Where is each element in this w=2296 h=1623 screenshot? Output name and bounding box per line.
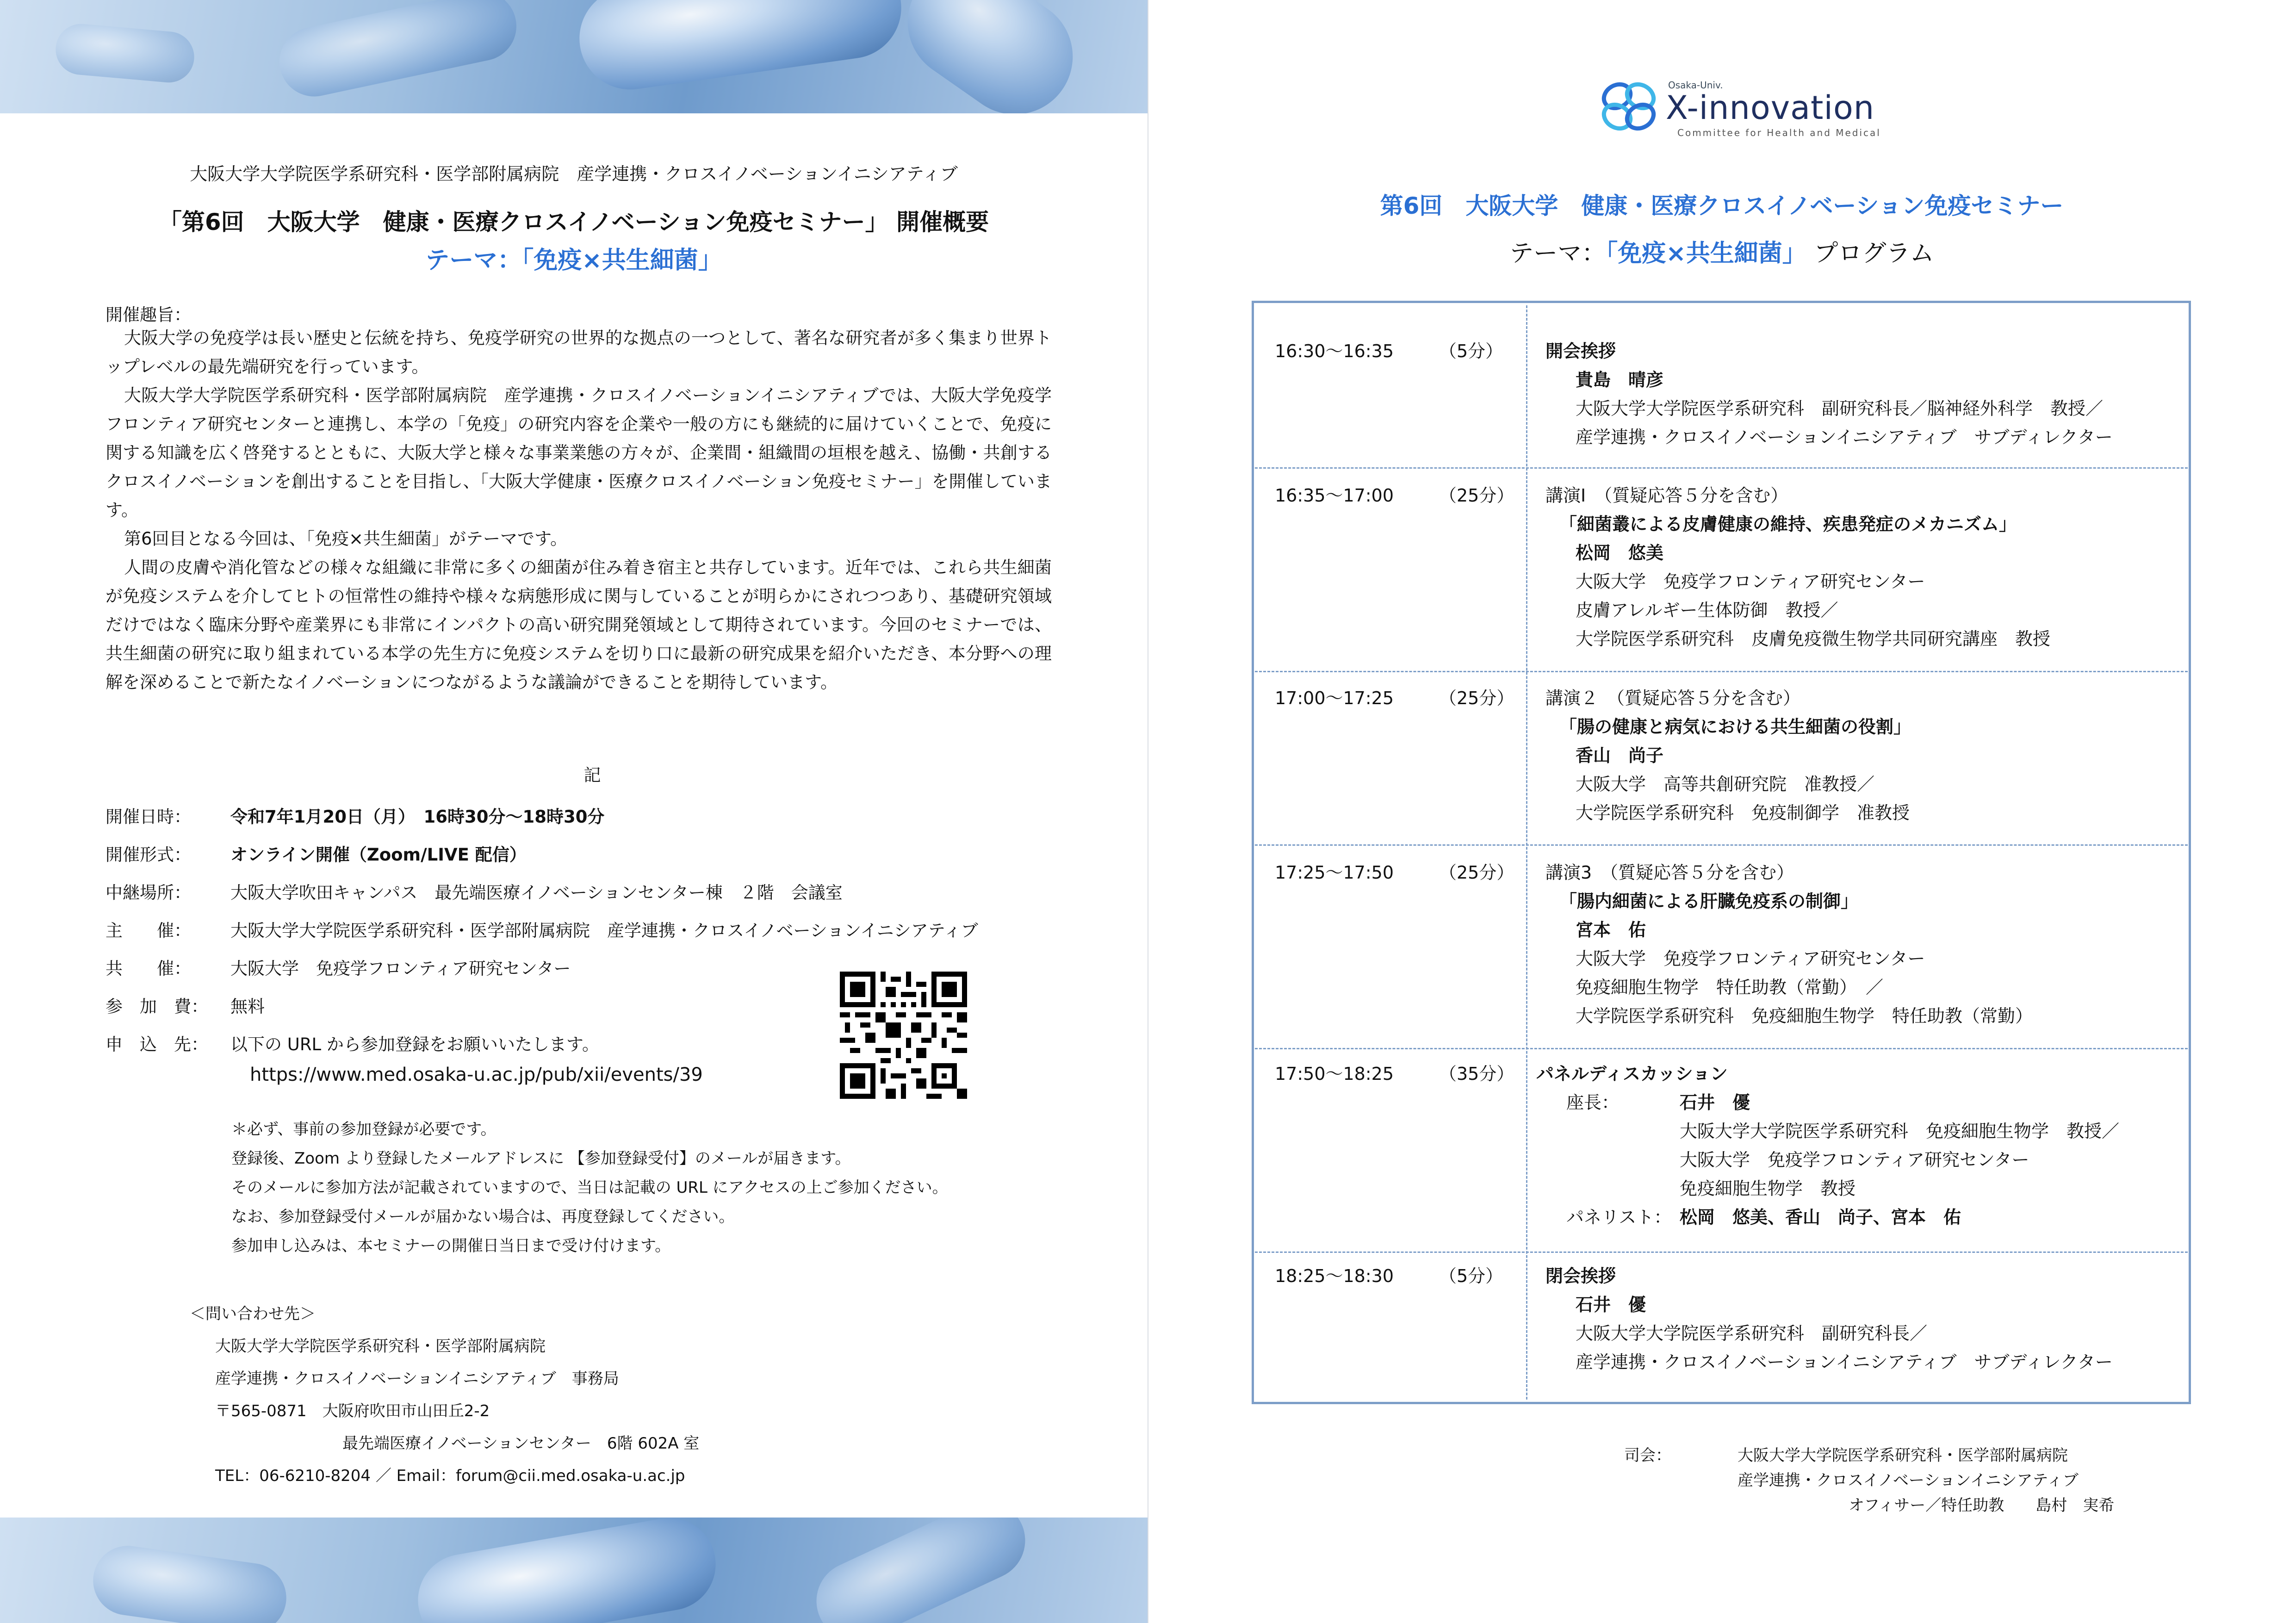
- info-value: オンライン開催（Zoom/LIVE 配信）: [230, 845, 527, 865]
- info-label: 開催日時：: [105, 807, 191, 827]
- speaker-affiliation: 産学連携・クロスイノベーションイニシアティブ サブディレクター: [1576, 1352, 2113, 1372]
- xinnovation-logo-icon: [1596, 79, 1661, 134]
- speaker-name: 香山 尚子: [1576, 745, 1664, 766]
- info-label: 開催形式：: [105, 845, 191, 865]
- panelist-names: 松岡 悠美、香山 尚子、宮本 佑: [1680, 1207, 1961, 1227]
- note-line: 登録後、Zoom より登録したメールアドレスに 【参加登録受付】のメールが届きます。: [231, 1149, 851, 1168]
- logo-top-text: Osaka-Univ.: [1668, 80, 1723, 91]
- speaker-affiliation: 大学院医学系研究科 皮膚免疫微生物学共同研究講座 教授: [1576, 629, 2051, 649]
- info-value: 大阪大学吹田キャンパス 最先端医療イノベーションセンター棟 ２階 会議室: [230, 883, 843, 903]
- program-row-divider: [1255, 844, 2188, 846]
- speaker-name: 貴島 晴彦: [1576, 370, 1664, 390]
- theme-prefix: テーマ：: [1509, 240, 1606, 267]
- registration-notes: [231, 1115, 948, 1261]
- note-line: そのメールに参加方法が記載されていますので、当日は記載の URL にアクセスの上ご参加ください。: [231, 1178, 948, 1197]
- speaker-affiliation: 大阪大学大学院医学系研究科 副研究科長／脳神経外科学 教授／: [1576, 398, 2104, 419]
- chair-label: 座長：: [1566, 1092, 1620, 1113]
- program-row-divider: [1255, 671, 2188, 672]
- info-label: 共 催：: [105, 959, 191, 979]
- emcee-org: 産学連携・クロスイノベーションイニシアティブ: [1738, 1471, 2079, 1490]
- lecture-title: 「腸内細菌による肝臓免疫系の制御」: [1559, 891, 1859, 911]
- contact-org: 大阪大学大学院医学系研究科・医学部附属病院: [215, 1337, 546, 1356]
- chair-affiliation: 大阪大学大学院医学系研究科 免疫細胞生物学 教授／: [1680, 1121, 2120, 1141]
- info-value: 以下の URL から参加登録をお願いいたします。: [230, 1035, 599, 1054]
- program-table: [1252, 301, 2191, 1404]
- contact-address: 最先端医療イノベーションセンター 6階 602A 室: [342, 1434, 700, 1453]
- session-title: 講演Ⅰ （質疑応答５分を含む）: [1545, 485, 1788, 506]
- info-label: 申 込 先：: [105, 1035, 208, 1054]
- logo-main-text: X-innovation: [1666, 89, 1875, 127]
- session-duration: （5分）: [1439, 341, 1503, 361]
- chair-name: 石井 優: [1680, 1092, 1750, 1113]
- speaker-affiliation: 大学院医学系研究科 免疫細胞生物学 特任助教（常勤）: [1576, 1006, 2033, 1026]
- right-title: 第6回 大阪大学 健康・医療クロスイノベーション免疫セミナー: [1380, 192, 2064, 219]
- info-label: 参 加 費：: [105, 997, 208, 1016]
- contact-tel-email: TEL：06-6210-8204 ／ Email：forum@cii.med.osaka-u.ac.jp: [215, 1467, 685, 1485]
- speaker-affiliation: 大阪大学大学院医学系研究科 副研究科長／: [1576, 1323, 1928, 1344]
- purpose-paragraph: 第6回目となる今回は、「免疫×共生細菌」がテーマです。: [124, 529, 568, 549]
- session-title: 講演3 （質疑応答５分を含む）: [1545, 862, 1794, 883]
- chair-affiliation: 大阪大学 免疫学フロンティア研究センター: [1680, 1150, 2029, 1170]
- speaker-affiliation: 大阪大学 免疫学フロンティア研究センター: [1576, 948, 1925, 969]
- left-header: 大阪大学大学院医学系研究科・医学部附属病院 産学連携・クロスイノベーションイニシアティブ: [190, 164, 958, 184]
- speaker-name: 宮本 佑: [1576, 920, 1646, 940]
- speaker-affiliation: 皮膚アレルギー生体防御 教授／: [1576, 600, 1838, 620]
- panelist-label: パネリスト：: [1566, 1207, 1672, 1227]
- speaker-affiliation: 大阪大学 免疫学フロンティア研究センター: [1576, 571, 1925, 592]
- purpose-paragraph: 大阪大学大学院医学系研究科・医学部附属病院 産学連携・クロスイノベーションイニシアティブでは、大阪大学免疫学フロンティア研究センターと連携し、本学の「免疫」の研究内容を企業や一般の方にも継続的に届けていくことで、免疫に関する知識を広く啓発するとともに、大阪大学と様々な事業業態の方々が、企業間・組織間の垣根を越え、協働・共創するクロスイノベーションを創出することを目指し、「大阪大学健康・医療クロスイノベーション免疫セミナー」を開催しています。: [105, 385, 1052, 520]
- session-duration: （35分）: [1439, 1064, 1514, 1084]
- speaker-name: 石井 優: [1576, 1295, 1646, 1315]
- session-duration: （25分）: [1439, 862, 1514, 883]
- left-theme: テーマ：「免疫×共生細菌」: [425, 247, 722, 274]
- note-line: 参加申し込みは、本セミナーの開催日当日まで受け付けます。: [231, 1237, 671, 1255]
- contact-org: 産学連携・クロスイノベーションイニシアティブ 事務局: [215, 1369, 619, 1388]
- contact-address: 〒565-0871 大阪府吹田市山田丘2-2: [215, 1402, 490, 1420]
- contact-heading: ＜問い合わせ先＞: [190, 1305, 316, 1323]
- session-time: 17:25～17:50: [1275, 862, 1394, 883]
- purpose-body: [105, 324, 1052, 697]
- session-time: 17:00～17:25: [1275, 688, 1394, 708]
- info-value: 無料: [230, 997, 265, 1016]
- info-value: 大阪大学 免疫学フロンティア研究センター: [230, 959, 571, 979]
- session-title: 開会挨拶: [1545, 341, 1616, 361]
- session-title: 閉会挨拶: [1545, 1266, 1616, 1286]
- session-time: 17:50～18:25: [1275, 1064, 1394, 1084]
- speaker-name: 松岡 悠美: [1576, 543, 1664, 563]
- program-row-divider: [1255, 1048, 2188, 1049]
- logo-sub-text: Committee for Health and Medical: [1677, 127, 1881, 138]
- speaker-affiliation: 免疫細胞生物学 特任助教（常勤） ／: [1576, 977, 1884, 997]
- purpose-label: 開催趣旨：: [105, 305, 191, 325]
- session-time: 16:35～17:00: [1275, 485, 1394, 506]
- purpose-paragraph: 大阪大学の免疫学は長い歴史と伝統を持ち、免疫学研究の世界的な拠点の一つとして、著名な研究者が多く集まり世界トップレベルの最先端研究を行っています。: [105, 328, 1052, 377]
- program-row-divider: [1255, 467, 2188, 469]
- note-line: なお、参加登録受付メールが届かない場合は、再度登録してください。: [231, 1208, 735, 1226]
- right-theme: [1148, 234, 2296, 268]
- speaker-affiliation: 大学院医学系研究科 免疫制御学 准教授: [1576, 803, 1910, 823]
- emcee-label: 司会：: [1624, 1446, 1671, 1465]
- note-line: ＊必ず、事前の参加登録が必要です。: [231, 1120, 496, 1139]
- theme-highlight: 「免疫×共生細菌」: [1606, 240, 1806, 267]
- bottom-banner-image: [0, 1518, 1148, 1623]
- program-column-divider: [1526, 305, 1527, 1400]
- emcee-name: オフィサー／特任助教 島村 実希: [1849, 1496, 2115, 1515]
- info-label: 主 催：: [105, 921, 191, 941]
- info-label: 中継場所：: [105, 883, 191, 903]
- session-time: 18:25～18:30: [1275, 1266, 1394, 1286]
- session-duration: （5分）: [1439, 1266, 1503, 1286]
- session-duration: （25分）: [1439, 485, 1514, 506]
- session-title: 講演２ （質疑応答５分を含む）: [1545, 688, 1801, 708]
- qr-code-icon[interactable]: [840, 972, 967, 1099]
- lecture-title: 「細菌叢による皮膚健康の維持、疾患発症のメカニズム」: [1559, 514, 2017, 534]
- theme-suffix: プログラム: [1814, 240, 1934, 267]
- purpose-paragraph: 人間の皮膚や消化管などの様々な組織に非常に多くの細菌が住み着き宿主と共存しています。近年では、これら共生細菌が免疫システムを介してヒトの恒常性の維持や様々な病態形成に関与していることが明らかにされつつあり、基礎研究領域だけではなく臨床分野や産業界にも非常にインパクトの高い研究開発領域として期待されています。今回のセミナーでは、共生細菌の研究に取り組まれている本学の先生方に免疫システムを切り口に最新の研究成果を紹介いただき、本分野への理解を深めることで新たなイノベーションにつながるような議論ができることを期待しています。: [105, 558, 1052, 692]
- info-value: 令和7年1月20日（月） 16時30分～18時30分: [230, 807, 605, 827]
- speaker-affiliation: 産学連携・クロスイノベーションイニシアティブ サブディレクター: [1576, 427, 2113, 447]
- contact-info: [190, 1298, 699, 1492]
- emcee-org: 大阪大学大学院医学系研究科・医学部附属病院: [1738, 1446, 2068, 1465]
- speaker-affiliation: 大阪大学 高等共創研究院 准教授／: [1576, 774, 1875, 794]
- session-time: 16:30～16:35: [1275, 341, 1394, 361]
- info-value: 大阪大学大学院医学系研究科・医学部附属病院 産学連携・クロスイノベーションイニシアティブ: [230, 921, 978, 941]
- program-row-divider: [1255, 1251, 2188, 1253]
- lecture-title: 「腸の健康と病気における共生細菌の役割」: [1559, 717, 1911, 737]
- registration-url-link[interactable]: https://www.med.osaka-u.ac.jp/pub/xii/events/39: [250, 1064, 703, 1085]
- session-title: パネルディスカッション: [1536, 1064, 1728, 1084]
- left-title: 「第6回 大阪大学 健康・医療クロスイノベーション免疫セミナー」 開催概要: [158, 209, 989, 235]
- top-banner-image: [0, 0, 1148, 113]
- session-duration: （25分）: [1439, 688, 1514, 708]
- ki-mark: 記: [583, 765, 601, 785]
- chair-affiliation: 免疫細胞生物学 教授: [1680, 1178, 1856, 1199]
